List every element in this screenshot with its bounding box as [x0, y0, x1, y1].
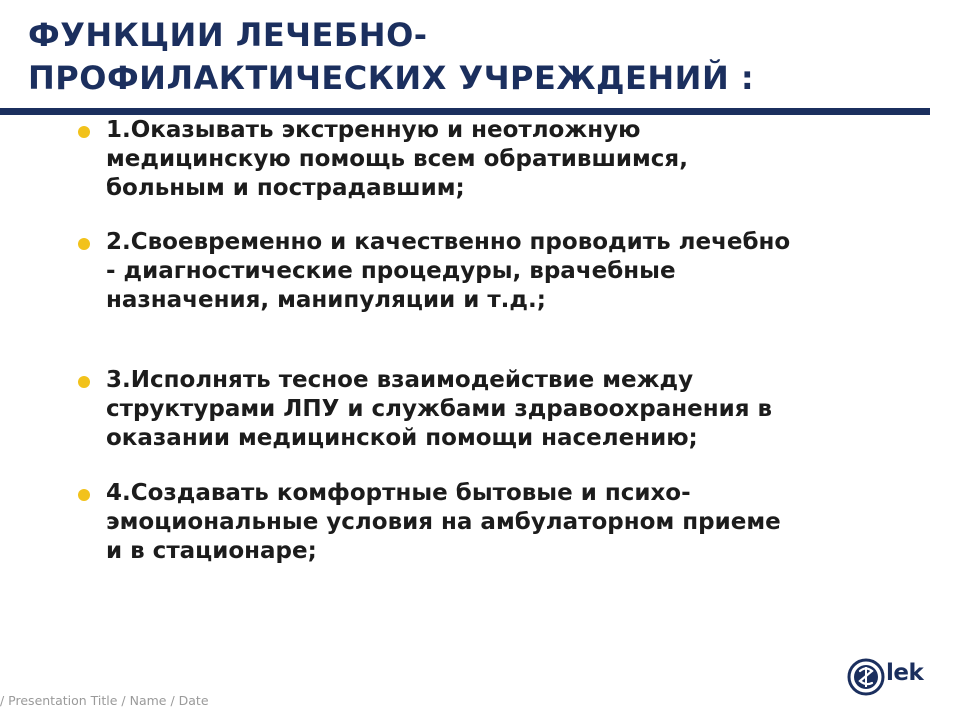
bullet-dot-icon	[78, 238, 90, 250]
bullet-text	[106, 366, 946, 453]
bullet-line: 4.Создавать комфортные бытовые и психо-	[106, 480, 691, 506]
bullet-text	[106, 116, 946, 203]
title-divider	[0, 108, 930, 115]
bullet-text	[106, 479, 946, 566]
slide-title-line: ФУНКЦИИ ЛЕЧЕБНО-	[28, 16, 428, 54]
company-logo	[846, 657, 932, 697]
footer-presentation-info: / Presentation Title / Name / Date	[0, 693, 209, 708]
bullet-line: структурами ЛПУ и службами здравоохранения в	[106, 396, 773, 422]
lek-logo-icon	[846, 657, 886, 697]
bullet-line: назначения, манипуляции и т.д.;	[106, 287, 546, 313]
bullet-text	[106, 228, 946, 315]
bullet-line: 1.Оказывать экстренную и неотложную	[106, 117, 641, 143]
bullet-dot-icon	[78, 489, 90, 501]
logo-wordmark: lek	[886, 660, 924, 686]
bullet-line: оказании медицинской помощи населению;	[106, 425, 698, 451]
bullet-line: эмоциональные условия на амбулаторном приеме	[106, 509, 781, 535]
bullet-line: и в стационаре;	[106, 538, 317, 564]
bullet-line: больным и пострадавшим;	[106, 175, 465, 201]
bullet-line: медицинскую помощь всем обратившимся,	[106, 146, 688, 172]
bullet-line: - диагностические процедуры, врачебные	[106, 258, 676, 284]
bullet-dot-icon	[78, 376, 90, 388]
slide-title-line: ПРОФИЛАКТИЧЕСКИХ УЧРЕЖДЕНИЙ :	[28, 59, 755, 97]
bullet-line: 3.Исполнять тесное взаимодействие между	[106, 367, 694, 393]
bullet-line: 2.Своевременно и качественно проводить лечебно	[106, 229, 791, 255]
slide-title	[28, 14, 928, 100]
bullet-dot-icon	[78, 126, 90, 138]
